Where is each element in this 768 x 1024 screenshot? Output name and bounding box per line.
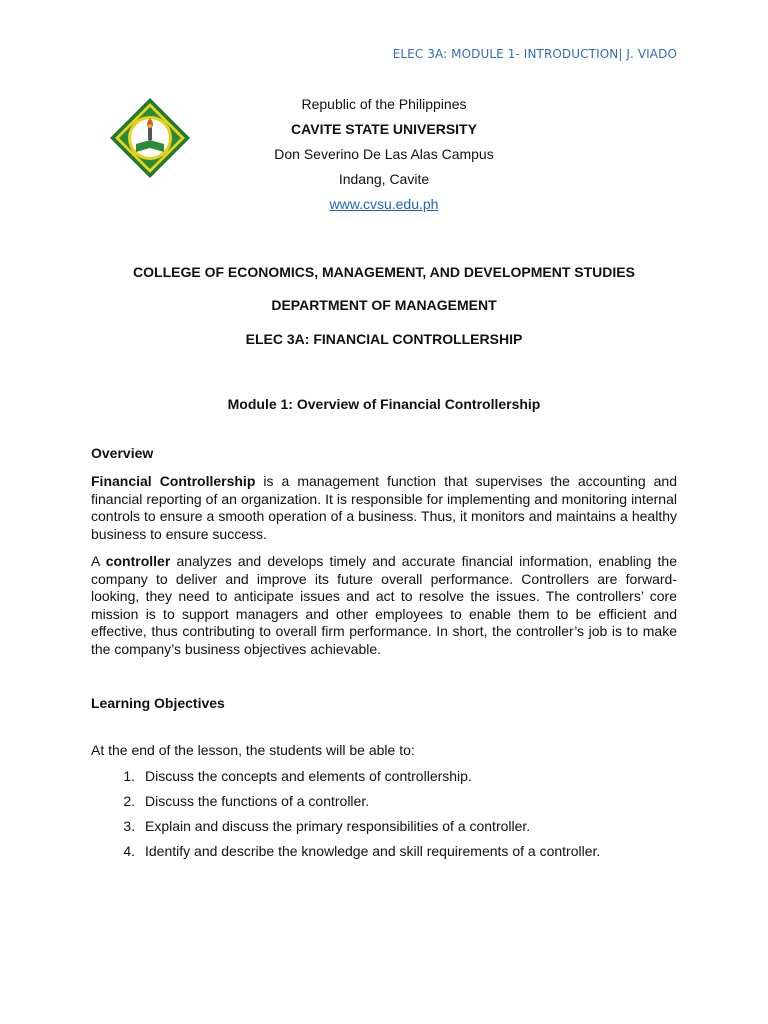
overview-heading: Overview [91, 445, 154, 461]
list-item-number: 2. [123, 793, 135, 809]
location-line: Indang, Cavite [338, 171, 430, 187]
subject-title: ELEC 3A: FINANCIAL CONTROLLERSHIP [245, 331, 523, 347]
university-header [0, 92, 768, 217]
list-item-number: 3. [123, 818, 135, 834]
list-item [91, 768, 600, 793]
list-item [91, 818, 600, 843]
university-name: CAVITE STATE UNIVERSITY [291, 121, 477, 137]
term-controller: controller [105, 553, 171, 569]
module-title: Module 1: Overview of Financial Controllership [227, 396, 541, 412]
list-item-text: Identify and describe the knowledge and skill requirements of a controller. [145, 843, 601, 859]
objectives-intro: At the end of the lesson, the students will be able to: [91, 742, 415, 758]
running-header: ELEC 3A: MODULE 1- INTRODUCTION| J. VIADO [392, 47, 677, 61]
list-item-number: 1. [123, 768, 135, 784]
overview-paragraph-2 [91, 553, 677, 659]
list-item-text: Discuss the functions of a controller. [145, 793, 370, 809]
list-item-number: 4. [123, 843, 135, 859]
overview-paragraph-1 [91, 473, 677, 543]
term-financial-controllership: Financial Controllership [91, 473, 256, 489]
list-item [91, 843, 600, 868]
campus-line: Don Severino De Las Alas Campus [274, 146, 494, 162]
overview-paragraph-1-text: is a management function that supervises the accounting and financial reporting of an organization. It is responsible for implementing and monitoring internal controls to ensure a smooth operation of a business. Thus, it monitors and maintains a healthy business to ensure success. [91, 473, 677, 542]
list-item-text: Explain and discuss the primary responsibilities of a controller. [145, 818, 531, 834]
website-link[interactable]: www.cvsu.edu.ph [329, 196, 439, 212]
learning-objectives-heading: Learning Objectives [91, 695, 225, 711]
country-line: Republic of the Philippines [301, 96, 467, 112]
list-item [91, 793, 600, 818]
department-title: DEPARTMENT OF MANAGEMENT [271, 297, 497, 313]
objectives-list [91, 768, 600, 868]
college-title: COLLEGE OF ECONOMICS, MANAGEMENT, AND DEVELOPMENT STUDIES [133, 264, 635, 280]
list-item-text: Discuss the concepts and elements of controllership. [145, 768, 472, 784]
overview-paragraph-2-prefix: A [91, 553, 106, 569]
overview-paragraph-2-text: analyzes and develops timely and accurate financial information, enabling the company to deliver and improve its future overall performance. Controllers are forward-looking, they need to anticipate issues and act to resolve the issues. The controllers’ core mission is to support managers and other employees to enable them to be efficient and effective, thus contributing to overall firm performance. In short, the controller’s job is to make the company’s business objectives achievable. [91, 553, 677, 657]
